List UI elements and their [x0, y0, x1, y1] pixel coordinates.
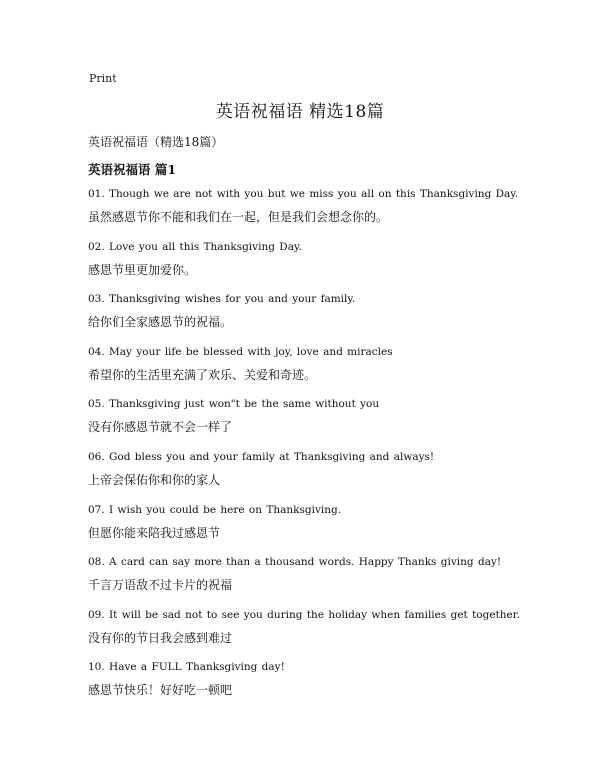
english-line: 07. I wish you could be here on Thanksgiving. — [88, 503, 342, 516]
print-link[interactable]: Print — [89, 72, 117, 85]
english-line: 08. A card can say more than a thousand words. Happy Thanks giving day! — [88, 556, 502, 569]
english-line: 01. Though we are not with you but we miss you all on this Thanksgiving Day. — [88, 188, 519, 200]
english-line: 04. May your life be blessed with joy, love and miracles — [88, 345, 393, 358]
english-line: 05. Thanksgiving just won"t be the same without you — [88, 398, 380, 411]
english-line: 06. God bless you and your family at Thanksgiving and always! — [88, 450, 435, 463]
chinese-line: 感恩节里更加爱你。 — [88, 262, 197, 277]
blessings-list — [88, 186, 568, 712]
chinese-line: 没有你感恩节就不会一样了 — [88, 420, 233, 435]
english-line: 02. Love you all this Thanksgiving Day. — [88, 240, 302, 253]
chinese-line: 没有你的节日我会感到难过 — [88, 630, 233, 645]
english-line: 10. Have a FULL Thanksgiving day! — [88, 661, 285, 674]
chinese-line: 但愿你能来陪我过感恩节 — [88, 525, 221, 540]
document-subtitle: 英语祝福语（精选18篇） — [88, 135, 224, 149]
chinese-line: 虽然感恩节你不能和我们在一起，但是我们会想念你的。 — [88, 210, 389, 224]
list-item — [88, 659, 568, 712]
english-line: 09. It will be sad not to see you during the holiday when families get together. — [88, 608, 520, 621]
list-item — [88, 502, 568, 555]
list-item — [88, 291, 568, 344]
list-item — [88, 396, 568, 449]
english-line: 03. Thanksgiving wishes for you and your family. — [88, 293, 356, 306]
list-item — [88, 449, 568, 502]
list-item — [88, 554, 568, 607]
list-item — [88, 186, 568, 239]
chinese-line: 希望你的生活里充满了欢乐、关爱和奇迹。 — [88, 367, 317, 382]
list-item — [88, 239, 568, 292]
list-item — [88, 344, 568, 397]
chinese-line: 千言万语敌不过卡片的祝福 — [88, 578, 233, 593]
section-heading: 英语祝福语 篇1 — [88, 162, 177, 177]
list-item — [88, 607, 568, 660]
document-title: 英语祝福语 精选18篇 — [215, 102, 385, 122]
chinese-line: 感恩节快乐！好好吃一顿吧 — [88, 683, 233, 698]
chinese-line: 给你们全家感恩节的祝福。 — [88, 315, 233, 330]
chinese-line: 上帝会保佑你和你的家人 — [88, 472, 221, 487]
